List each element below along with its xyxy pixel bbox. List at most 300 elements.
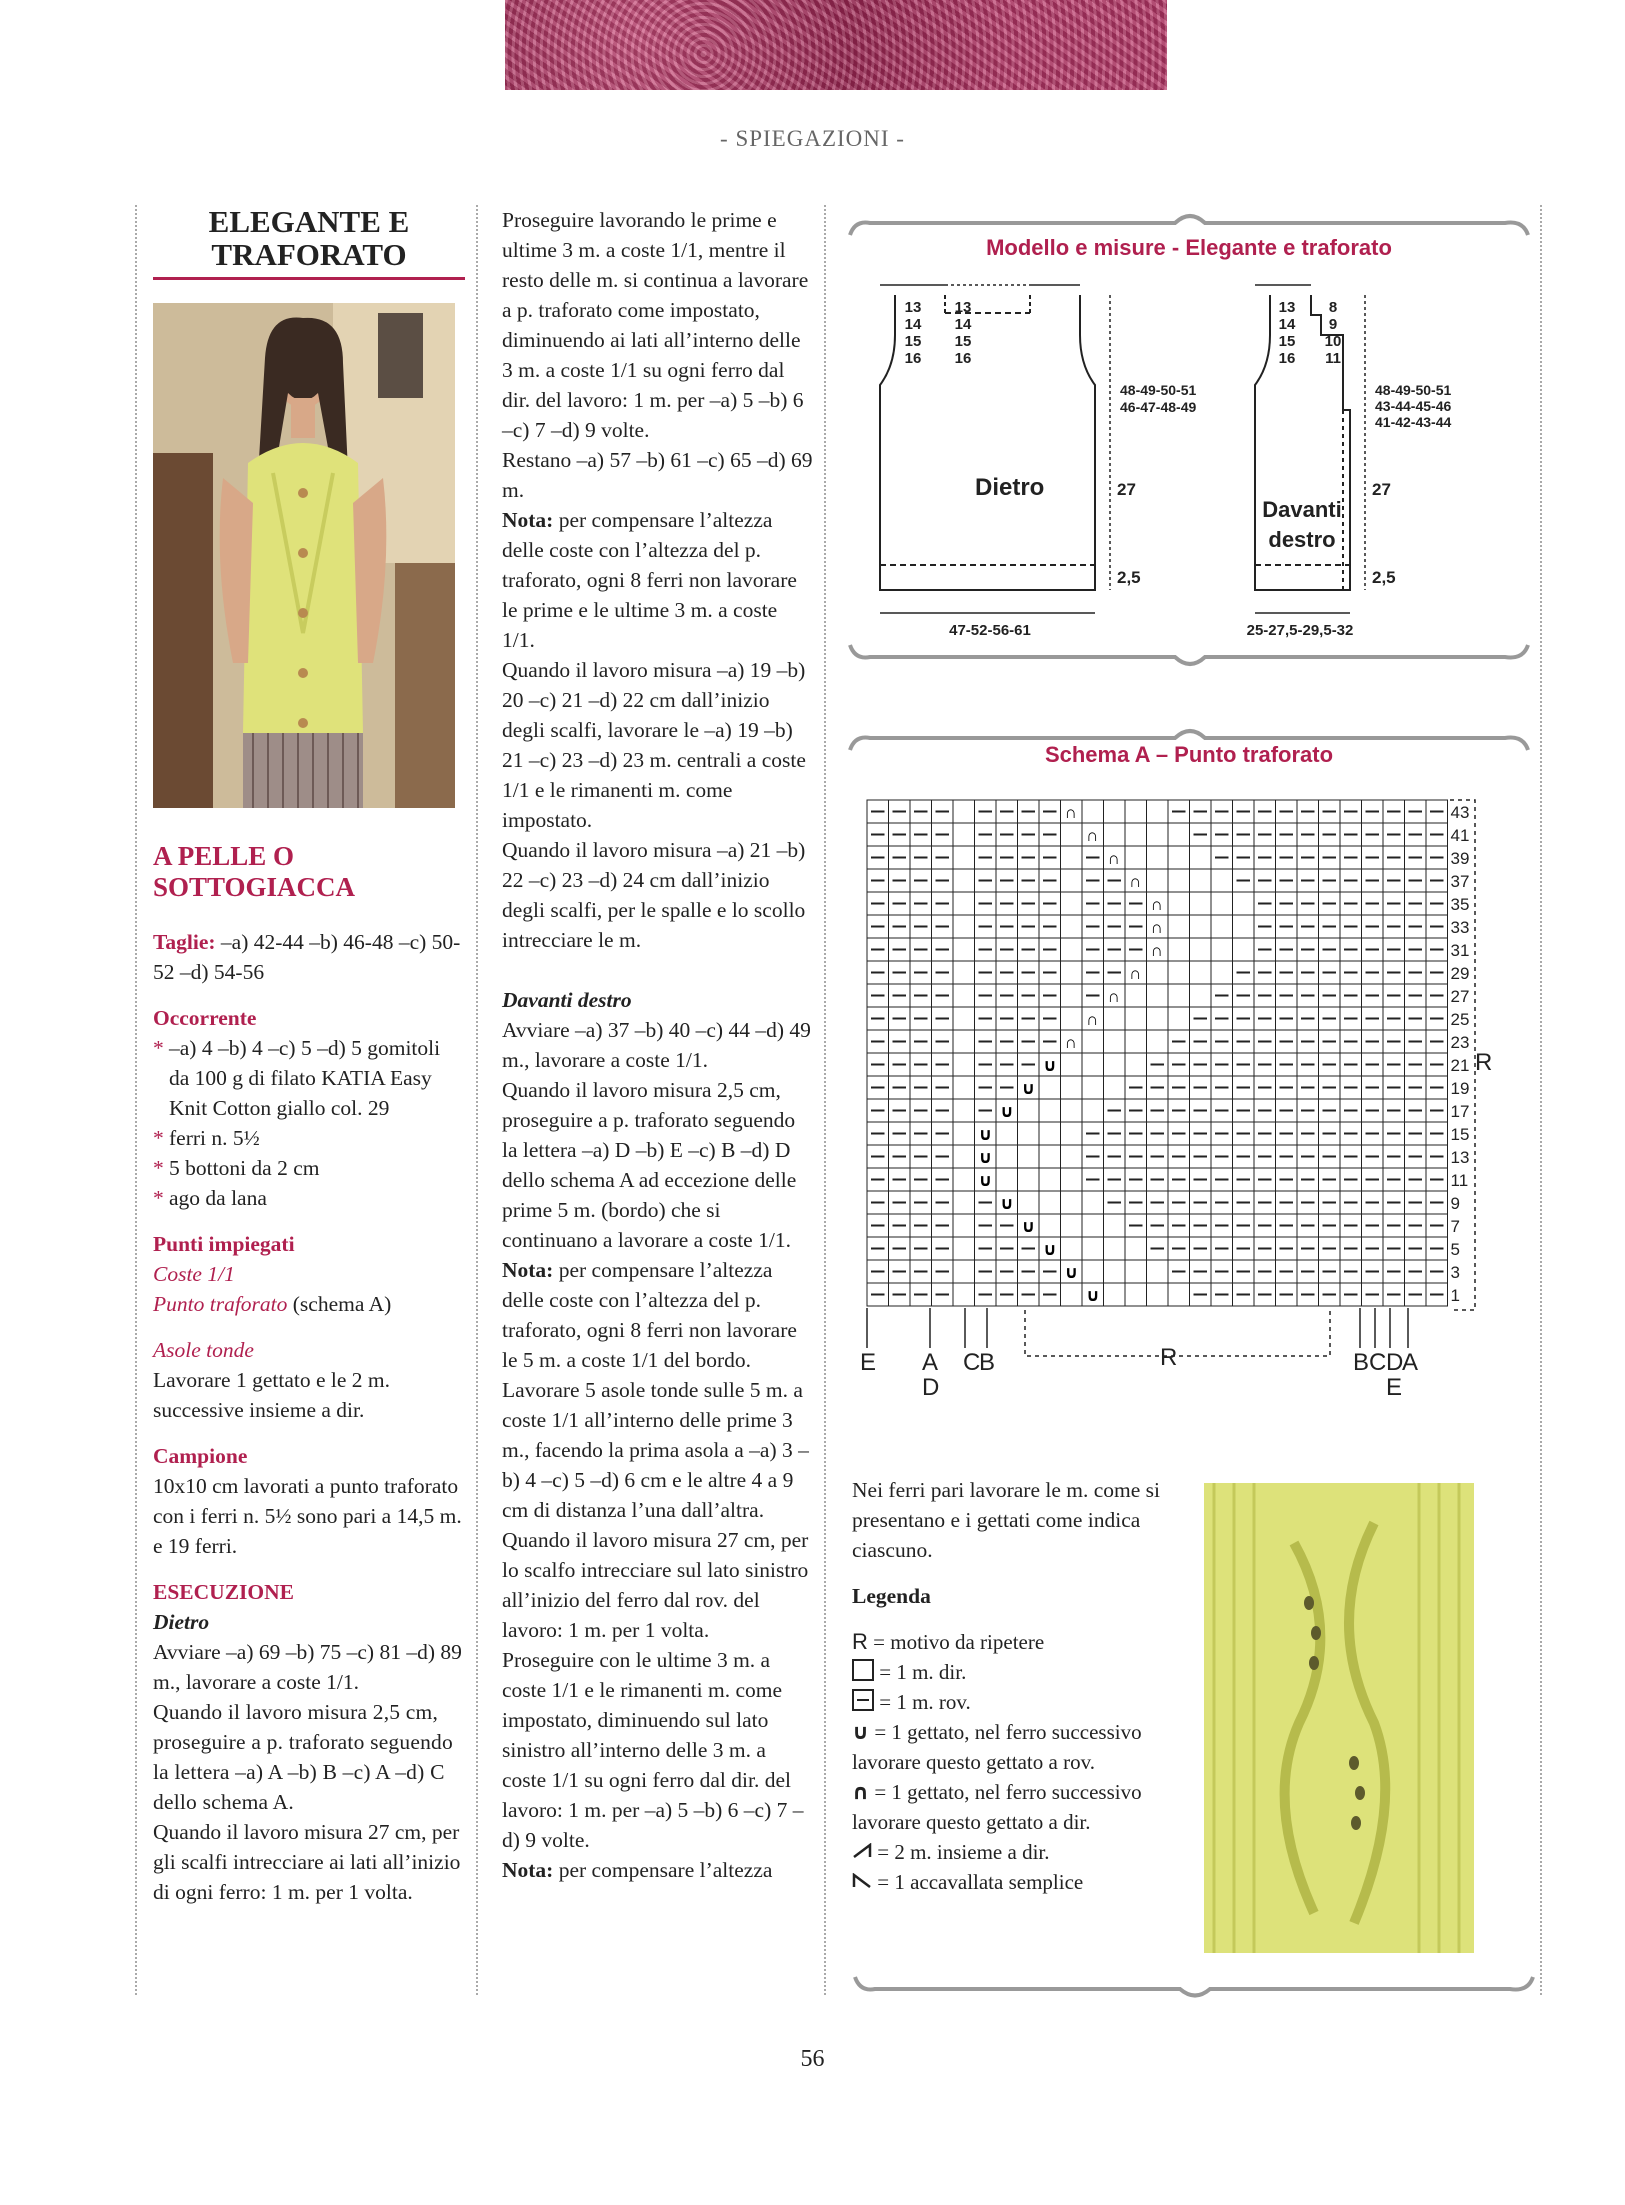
chart-cell — [1190, 938, 1212, 961]
repeat-symbol-icon: R — [852, 1629, 868, 1654]
chart-cell — [1190, 961, 1212, 984]
occorrente-label: Occorrente — [153, 1006, 257, 1030]
chart-cell — [1104, 1076, 1126, 1099]
subtitle: A PELLE O SOTTOGIACCA — [153, 841, 356, 902]
row-number: 31 — [1450, 941, 1470, 960]
mid-p2: Restano –a) 57 –b) 61 –c) 65 –d) 69 m. — [502, 448, 813, 502]
chart-cell — [1104, 1237, 1126, 1260]
chart-cell — [1190, 846, 1212, 869]
row-number: 35 — [1450, 895, 1470, 914]
chart-cell — [1104, 1214, 1126, 1237]
dim-label: 15 — [1278, 333, 1296, 350]
legend-text: = 1 m. dir. — [874, 1660, 967, 1684]
row-number: 15 — [1450, 1125, 1470, 1144]
measurement-diagram — [845, 205, 1535, 680]
dim-label: 8 — [1328, 299, 1338, 316]
row-number: 5 — [1450, 1240, 1460, 1259]
chart-cell — [1125, 1030, 1147, 1053]
model-photo — [153, 303, 455, 808]
punti-coste: Coste 1/1 — [153, 1262, 235, 1286]
chart-cell — [1104, 1053, 1126, 1076]
knit-closeup-photo — [1204, 1483, 1474, 1953]
chart-cell — [1061, 1076, 1083, 1099]
legend-text: = 2 m. insieme a dir. — [872, 1840, 1050, 1864]
column-divider-2 — [824, 205, 826, 1995]
dim-label: 11 — [1325, 350, 1341, 367]
chart-cell — [1018, 1145, 1040, 1168]
punti-traforato-ref: (schema A) — [287, 1292, 392, 1316]
chart-cell — [953, 1053, 975, 1076]
knit-closeup-illustration — [1204, 1483, 1474, 1953]
row-number: 23 — [1450, 1033, 1470, 1052]
nota-text: per compensare l’altezza delle coste con l’altezza del p. traforato, ogni 8 ferri non lavorare le prime e le ultime 3 m. a coste 1/1. — [502, 508, 797, 652]
chart-cell — [953, 984, 975, 1007]
row-number: 11 — [1450, 1171, 1469, 1190]
chart-cell — [1082, 1053, 1104, 1076]
chart-cell — [953, 1283, 975, 1306]
mid-p5: Quando il lavoro misura –a) 21 –b) 22 –c) 23 –d) 24 cm dall’inizio degli scalfi, per le spalle e lo scollo intrecciare le m. — [502, 838, 806, 952]
chart-cell — [1082, 1191, 1104, 1214]
row-number: 25 — [1450, 1010, 1470, 1029]
dim-label: 16 — [1278, 350, 1296, 367]
dim-labels — [905, 299, 1342, 367]
dim-label: 13 — [904, 299, 922, 316]
chart-cell — [1168, 892, 1190, 915]
repeat-mark-side: R — [1475, 1049, 1493, 1076]
ssk-icon — [852, 1873, 872, 1889]
dim-back-h2: 46-47-48-49 — [1120, 399, 1197, 415]
article-title: ELEGANTE E TRAFORATO — [208, 204, 410, 272]
stitch-symbol: ∩ — [1107, 987, 1120, 1006]
occorrente-item: * ferri n. 5½ — [153, 1123, 465, 1153]
model-photo-illustration — [153, 303, 455, 808]
row-number: 7 — [1450, 1217, 1460, 1236]
legend-text: = 1 accavallata semplice — [872, 1870, 1084, 1894]
chart-cell — [1147, 1007, 1169, 1030]
even-rows-note: Nei ferri pari lavorare le m. come si presentano e i gettati come indica ciascuno. — [852, 1478, 1161, 1562]
occorrente-item-text: 5 bottoni da 2 cm — [169, 1156, 320, 1180]
bottom-label: B — [1353, 1349, 1370, 1376]
occorrente-item-text: ago da lana — [169, 1186, 267, 1210]
chart-cell — [1147, 984, 1169, 1007]
stitch-symbol: ∩ — [1129, 964, 1142, 983]
legend-item — [852, 1717, 1177, 1777]
chart-cell — [953, 1237, 975, 1260]
chart-cell — [1061, 1191, 1083, 1214]
stitch-symbol: ∩ — [1086, 826, 1099, 845]
nota-label: Nota: — [502, 1858, 554, 1882]
chart-cell — [1039, 1168, 1061, 1191]
row-number: 39 — [1450, 849, 1470, 868]
dim-label: 16 — [904, 350, 922, 367]
chart-cell — [1061, 1053, 1083, 1076]
stitch-chart-box — [845, 720, 1535, 1420]
chart-cell — [1082, 1076, 1104, 1099]
chart-cell — [1039, 1191, 1061, 1214]
chart-cell — [953, 1099, 975, 1122]
punti-traforato — [153, 1289, 465, 1319]
chart-cell — [1061, 1237, 1083, 1260]
campione-label: Campione — [153, 1444, 248, 1468]
chart-notes — [852, 1475, 1177, 1897]
chart-cell — [1211, 869, 1233, 892]
chart-cell — [1125, 800, 1147, 823]
chart-cell — [1082, 1030, 1104, 1053]
legend-list — [852, 1627, 1177, 1897]
chart-cell — [1147, 823, 1169, 846]
stitch-symbol: ∪ — [1043, 1240, 1057, 1259]
header-yarn-photo — [505, 0, 1167, 90]
legend-text: = 1 m. rov. — [874, 1690, 971, 1714]
chart-cell — [1104, 823, 1126, 846]
chart-cell — [953, 1076, 975, 1099]
row-number: 29 — [1450, 964, 1470, 983]
chart-cell — [1125, 1053, 1147, 1076]
occorrente-item-text: –a) 4 –b) 4 –c) 5 –d) 5 gomitoli da 100 g di filato KATIA Easy Knit Cotton giallo col. 29 — [169, 1036, 441, 1120]
campione-text: 10x10 cm lavorati a punto traforato con i ferri n. 5½ sono pari a 14,5 m. e 19 ferri. — [153, 1474, 462, 1558]
stitch-symbol: ∩ — [1064, 803, 1077, 822]
row-number: 1 — [1450, 1286, 1460, 1305]
row-number: 17 — [1450, 1102, 1470, 1121]
chart-cell — [1147, 800, 1169, 823]
punti-label: Punti impiegati — [153, 1232, 295, 1256]
occorrente-item: * –a) 4 –b) 4 –c) 5 –d) 5 gomitoli da 100 g di filato KATIA Easy Knit Cotton giallo col. 29 — [153, 1033, 465, 1123]
chart-cell — [1125, 823, 1147, 846]
chart-cell — [1061, 1145, 1083, 1168]
esecuzione-label: ESECUZIONE — [153, 1580, 294, 1604]
chart-cell — [953, 1122, 975, 1145]
dim-label: 14 — [954, 316, 972, 333]
row-number: 41 — [1450, 826, 1470, 845]
mid-p3 — [502, 505, 815, 655]
chart-cell — [1039, 1099, 1061, 1122]
chart-cell — [953, 1191, 975, 1214]
chart-cell — [1082, 1099, 1104, 1122]
bottom-label: E — [860, 1349, 877, 1376]
chart-cell — [1061, 869, 1083, 892]
chart-cell — [1082, 1237, 1104, 1260]
bottom-label: C — [963, 1349, 981, 1376]
dim-label: 9 — [1328, 316, 1338, 333]
knit-symbol-icon — [852, 1659, 874, 1681]
chart-cell — [1168, 869, 1190, 892]
chart-cell — [1039, 1145, 1061, 1168]
stitch-symbol: ∩ — [1107, 849, 1120, 868]
column-divider-1 — [476, 205, 478, 1995]
davanti-piece-label-1: Davanti — [1262, 497, 1342, 522]
chart-cell — [1039, 1122, 1061, 1145]
chart-cell — [1125, 1007, 1147, 1030]
mid-p1: Proseguire lavorando le prime e ultime 3 m. a coste 1/1, mentre il resto delle m. si continua a lavorare a p. traforato come impostato, diminuendo ai lati all’interno delle 3 m. a coste 1/1 su ogni ferro dal dir. del lavoro: 1 m. per –a) 5 –b) 6 –c) 7 –d) 9 volte. — [502, 208, 809, 442]
chart-cell — [953, 915, 975, 938]
left-column — [153, 205, 465, 1907]
punti-traforato-label: Punto traforato — [153, 1292, 288, 1316]
occorrente-list — [153, 1033, 465, 1213]
dim-label: 16 — [954, 350, 972, 367]
chart-cell — [1104, 1283, 1126, 1306]
left-margin-line — [135, 205, 137, 1995]
chart-cell — [1061, 961, 1083, 984]
legend-item — [852, 1657, 1177, 1687]
chart-cell — [1168, 915, 1190, 938]
middle-column — [502, 205, 815, 1885]
chart-cell — [953, 1030, 975, 1053]
chart-cell — [1233, 915, 1255, 938]
chart-cell — [1125, 846, 1147, 869]
row-number: 19 — [1450, 1079, 1470, 1098]
dim-front-h1: 48-49-50-51 — [1375, 382, 1452, 398]
dim-label: 14 — [904, 316, 922, 333]
page-number: 56 — [800, 2046, 825, 2072]
chart-cell — [1061, 984, 1083, 1007]
stitch-symbol: ∩ — [1150, 918, 1163, 937]
stitch-symbol: ∩ — [1086, 1010, 1099, 1029]
mid-p6: Avviare –a) 37 –b) 40 –c) 44 –d) 49 m., lavorare a coste 1/1. — [502, 1018, 811, 1072]
legend-text: = motivo da ripetere — [867, 1630, 1045, 1654]
legend-item — [852, 1687, 1177, 1717]
taglie-label: Taglie: — [153, 930, 216, 954]
dim-label: 13 — [1278, 299, 1296, 316]
purl-symbol-icon — [852, 1689, 874, 1711]
stitch-symbol: ∪ — [1021, 1079, 1036, 1098]
k2tog-icon — [852, 1843, 872, 1859]
chart-cell — [1061, 1122, 1083, 1145]
asole-text: Lavorare 1 gettato e le 2 m. successive insieme a dir. — [153, 1368, 390, 1422]
chart-cell — [1168, 823, 1190, 846]
box2-title: Schema A – Punto traforato — [1044, 742, 1334, 767]
chart-cell — [1104, 800, 1126, 823]
row-number: 13 — [1450, 1148, 1470, 1167]
dim-label: 13 — [954, 299, 972, 316]
bottom-label: B — [979, 1349, 996, 1376]
chart-cell — [953, 823, 975, 846]
legenda-label: Legenda — [852, 1584, 931, 1608]
dim-label: 15 — [954, 333, 972, 350]
chart-cell — [1061, 1099, 1083, 1122]
chart-cell — [1061, 938, 1083, 961]
stitch-symbol: ∪ — [978, 1125, 993, 1144]
stitch-symbol: ∪ — [1021, 1217, 1036, 1236]
bottom-label: C — [1369, 1349, 1387, 1376]
chart-cell — [1211, 915, 1233, 938]
chart-cell — [1125, 1260, 1147, 1283]
chart-cell — [1018, 1099, 1040, 1122]
nota-text: per compensare l’altezza delle coste con l’altezza del p. traforato, ogni 8 ferri non lavorare le 5 m. a coste 1/1 del bordo. — [502, 1258, 797, 1372]
chart-cell — [1061, 846, 1083, 869]
title-rule — [153, 277, 465, 280]
chart-cell — [1104, 1260, 1126, 1283]
stitch-symbol: ∩ — [1064, 1033, 1077, 1052]
chart-cell — [1125, 984, 1147, 1007]
row-number: 3 — [1450, 1263, 1460, 1282]
chart-cell — [1211, 892, 1233, 915]
bottom-frame-decoration — [850, 1972, 1540, 2002]
chart-cell — [1061, 1283, 1083, 1306]
occorrente-item: * ago da lana — [153, 1183, 465, 1213]
chart-cell — [1082, 1260, 1104, 1283]
dim-label: 10 — [1324, 333, 1342, 350]
dietro-text-1: Avviare –a) 69 –b) 75 –c) 81 –d) 89 m., lavorare a coste 1/1. — [153, 1640, 462, 1694]
chart-cell — [953, 846, 975, 869]
legend-item — [852, 1627, 1177, 1657]
dim-27-front: 27 — [1372, 480, 1391, 499]
yo-knit-icon: ∩ — [852, 1780, 870, 1804]
chart-cell — [1211, 938, 1233, 961]
chart-cell — [1061, 1214, 1083, 1237]
chart-cell — [953, 961, 975, 984]
stitch-symbol: ∩ — [1150, 895, 1163, 914]
mid-p8 — [502, 1255, 815, 1375]
davanti-piece-label-2: destro — [1268, 527, 1336, 552]
nota-text: per compensare l’altezza — [553, 1858, 773, 1882]
mid-p11: Proseguire con le ultime 3 m. a coste 1/1 e le rimanenti m. come impostato, diminuendo sul lato sinistro all’interno delle 3 m. a coste 1/1 su ogni ferro dal dir. del lavoro: 1 m. per –a) 5 –b) 6 –c) 7 –d) 9 volte. — [502, 1648, 804, 1852]
mid-p9: Lavorare 5 asole tonde sulle 5 m. a coste 1/1 all’interno delle prime 3 m., facendo la prima asola a –a) 3 –b) 4 –c) 5 –d) 6 cm e le altre 4 a 9 cm di distanza l’una dall’altra. — [502, 1378, 809, 1522]
stitch-symbol: ∪ — [1000, 1194, 1014, 1213]
chart-cell — [996, 1145, 1018, 1168]
chart-cell — [996, 1168, 1018, 1191]
mid-p12 — [502, 1855, 815, 1885]
chart-cell — [1039, 1076, 1061, 1099]
chart-cell — [1061, 915, 1083, 938]
mid-p7: Quando il lavoro misura 2,5 cm, proseguire a p. traforato seguendo la lettera –a) D –b) E –c) B –d) D dello schema A ad eccezione delle prime 5 m. (bordo) che si continuano a lavorare a coste 1/1. — [502, 1078, 797, 1252]
chart-cell — [953, 938, 975, 961]
bottom-label: D — [1386, 1349, 1404, 1376]
chart-cell — [1104, 1007, 1126, 1030]
chart-cell — [953, 869, 975, 892]
right-margin-line — [1540, 205, 1542, 1995]
row-number: 27 — [1450, 987, 1470, 1006]
stitch-symbol: ∪ — [978, 1148, 993, 1167]
chart-cell — [1168, 938, 1190, 961]
chart-cell — [1082, 1214, 1104, 1237]
dietro-label: Dietro — [153, 1610, 210, 1634]
yo-purl-icon: ∪ — [852, 1720, 870, 1744]
chart-cell — [1104, 1030, 1126, 1053]
stitch-symbol: ∪ — [1086, 1286, 1100, 1305]
dietro-text-2: Quando il lavoro misura 2,5 cm, proseguire a p. traforato seguendo la lettera –a) A –b) B –c) A –d) C dello schema A. — [153, 1700, 453, 1814]
chart-cell — [1168, 961, 1190, 984]
chart-cell — [1168, 846, 1190, 869]
chart-cell — [953, 1260, 975, 1283]
chart-cell — [1233, 938, 1255, 961]
chart-cell — [953, 1168, 975, 1191]
dim-27-back: 27 — [1117, 480, 1136, 499]
dietro-piece-label: Dietro — [975, 474, 1045, 501]
chart-cell — [1039, 1214, 1061, 1237]
bottom-label: A — [1402, 1349, 1419, 1376]
chart-cell — [1082, 800, 1104, 823]
stitch-symbol: ∩ — [1150, 941, 1163, 960]
chart-cell — [1061, 892, 1083, 915]
dim-back-h: 48-49-50-51 — [1120, 382, 1197, 398]
chart-cell — [1125, 1283, 1147, 1306]
chart-cell — [953, 1214, 975, 1237]
chart-cell — [1168, 1007, 1190, 1030]
dim-front-h3: 41-42-43-44 — [1375, 414, 1452, 430]
stitch-symbol: ∪ — [978, 1171, 993, 1190]
taglie-text: –a) 42-44 –b) 46-48 –c) 50-52 –d) 54-56 — [153, 930, 461, 984]
bottom-label: E — [1386, 1374, 1403, 1401]
stitch-grid — [867, 800, 1448, 1306]
chart-cell — [953, 1007, 975, 1030]
bottom-label: R — [1160, 1344, 1178, 1371]
chart-cell — [1147, 1260, 1169, 1283]
row-number: 9 — [1450, 1194, 1460, 1213]
asole-label: Asole tonde — [153, 1338, 254, 1362]
chart-cell — [996, 1122, 1018, 1145]
dim-front-h2: 43-44-45-46 — [1375, 398, 1452, 414]
legend-item — [852, 1777, 1177, 1837]
dim-label: 14 — [1278, 316, 1296, 333]
bottom-labels — [860, 1344, 1418, 1401]
bottom-label: A — [922, 1349, 939, 1376]
chart-cell — [1190, 869, 1212, 892]
chart-cell — [953, 892, 975, 915]
legend-item — [852, 1837, 1177, 1867]
occorrente-item: * 5 bottoni da 2 cm — [153, 1153, 465, 1183]
row-number: 37 — [1450, 872, 1470, 891]
chart-cell — [1147, 961, 1169, 984]
chart-cell — [1211, 961, 1233, 984]
legend-item — [852, 1867, 1177, 1897]
chart-cell — [1168, 984, 1190, 1007]
davanti-label: Davanti destro — [502, 988, 632, 1012]
stitch-symbol: ∪ — [1043, 1056, 1057, 1075]
legend-text: = 1 gettato, nel ferro successivo lavorare questo gettato a dir. — [852, 1780, 1142, 1834]
chart-cell — [1147, 846, 1169, 869]
chart-cell — [1147, 869, 1169, 892]
nota-label: Nota: — [502, 1258, 554, 1282]
stitch-symbol: ∩ — [1129, 872, 1142, 891]
row-number: 33 — [1450, 918, 1470, 937]
chart-cell — [1061, 1168, 1083, 1191]
dim-25-back: 2,5 — [1117, 568, 1141, 587]
nota-label: Nota: — [502, 508, 554, 532]
dim-25-front: 2,5 — [1372, 568, 1396, 587]
chart-cell — [1061, 1007, 1083, 1030]
chart-cell — [1018, 1191, 1040, 1214]
mid-p10: Quando il lavoro misura 27 cm, per lo scalfo intrecciare sul lato sinistro all’inizio del ferro dal rov. del lavoro: 1 m. per 1 volta. — [502, 1528, 809, 1642]
chart-cell — [1018, 1122, 1040, 1145]
row-number: 21 — [1450, 1056, 1470, 1075]
chart-cell — [1147, 1283, 1169, 1306]
chart-cell — [1147, 1030, 1169, 1053]
chart-cell — [1061, 823, 1083, 846]
stitch-symbol: ∪ — [1064, 1263, 1079, 1282]
dim-back-w: 47-52-56-61 — [949, 622, 1031, 639]
chart-cell — [1168, 1283, 1190, 1306]
chart-cell — [1233, 892, 1255, 915]
dim-label: 15 — [904, 333, 922, 350]
chart-cell — [1190, 892, 1212, 915]
chart-cell — [1125, 1237, 1147, 1260]
height-labels — [949, 382, 1451, 639]
row-number: 43 — [1450, 803, 1470, 822]
chart-cell — [1018, 1168, 1040, 1191]
dim-front-w: 25-27,5-29,5-32 — [1246, 622, 1354, 639]
legend-text: = 1 gettato, nel ferro successivo lavorare questo gettato a rov. — [852, 1720, 1142, 1774]
bottom-label: D — [922, 1374, 940, 1401]
chart-cell — [1190, 984, 1212, 1007]
section-label: - SPIEGAZIONI - — [720, 126, 905, 151]
chart-cell — [1190, 915, 1212, 938]
dietro-text-3: Quando il lavoro misura 27 cm, per gli scalfi intrecciare ai lati all’inizio di ogni ferro: 1 m. per 1 volta. — [153, 1820, 461, 1904]
mid-p4: Quando il lavoro misura –a) 19 –b) 20 –c) 21 –d) 22 cm dall’inizio degli scalfi, lavorare le –a) 19 –b) 21 –c) 23 –d) 23 m. centrali a coste 1/1 e le rimanenti m. come impostato. — [502, 658, 806, 832]
stitch-symbol: ∪ — [1000, 1102, 1014, 1121]
box1-title: Modello e misure - Elegante e traforato — [986, 235, 1392, 260]
occorrente-item-text: ferri n. 5½ — [169, 1126, 260, 1150]
chart-cell — [953, 800, 975, 823]
